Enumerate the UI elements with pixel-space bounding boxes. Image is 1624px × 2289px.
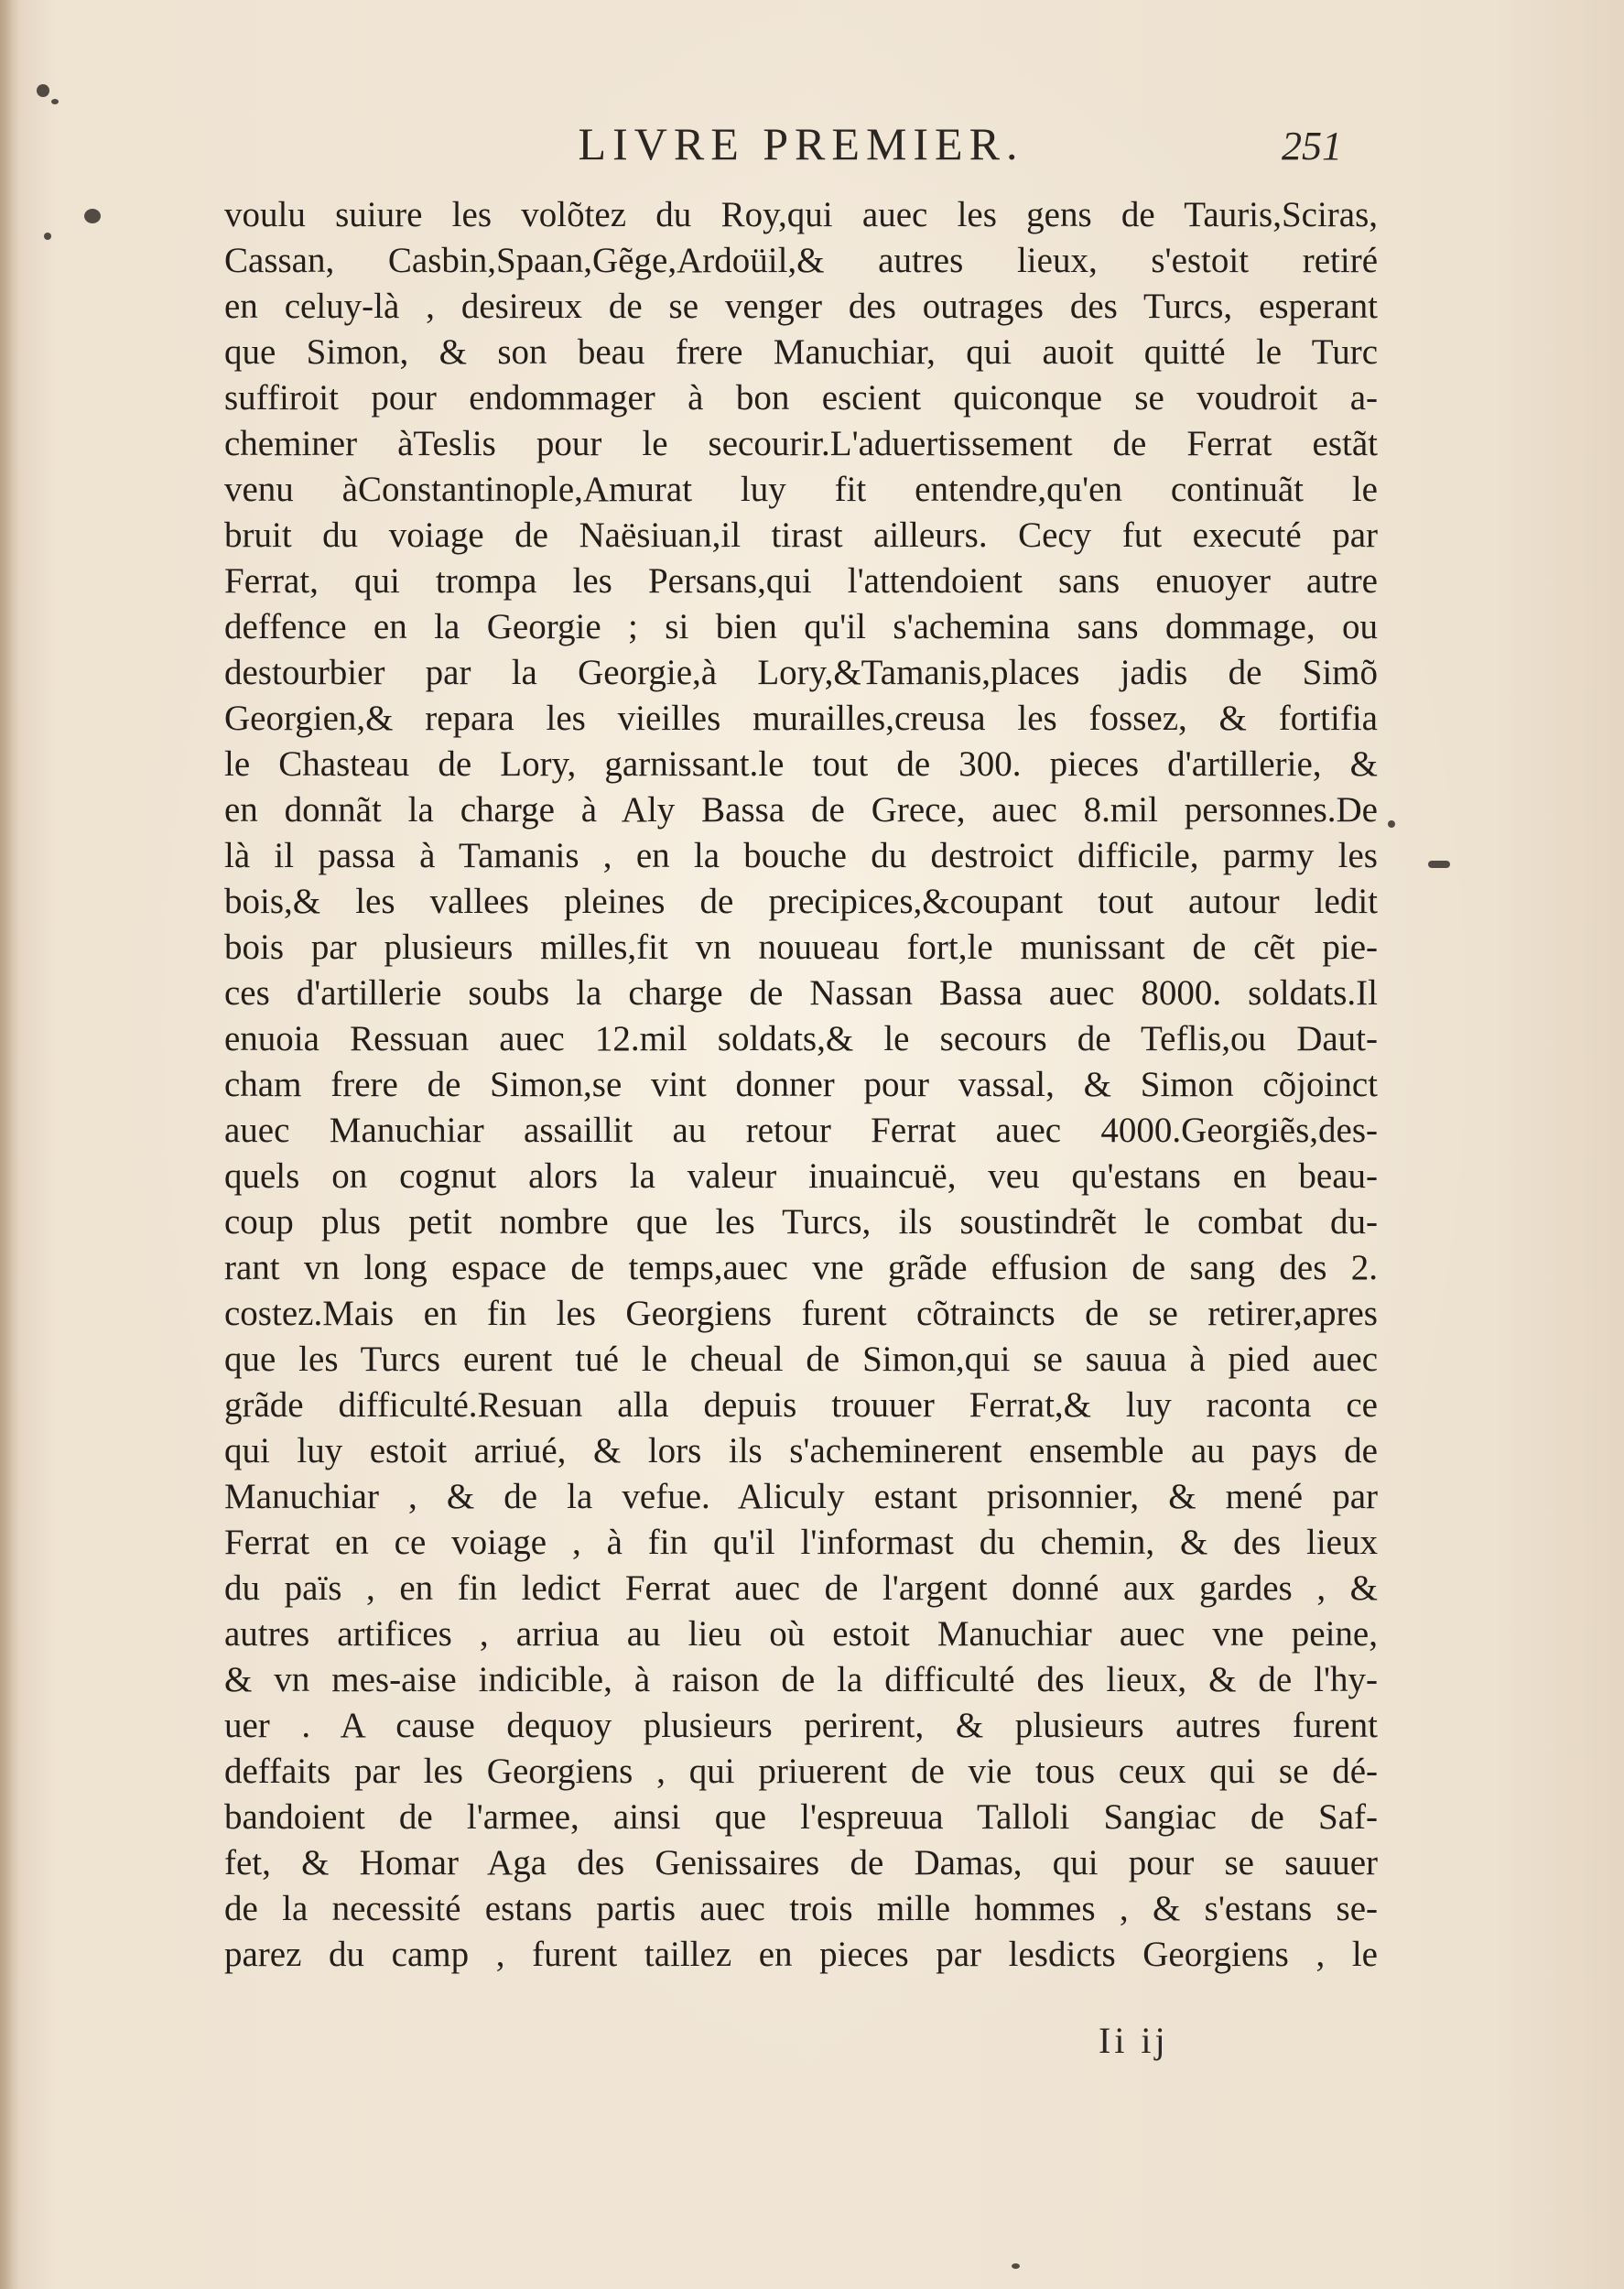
text-line: parez du camp , furent taillez en pieces par lesdicts Georgiens , le (224, 1935, 1378, 1974)
text-line: fet, & Homar Aga des Genissaires de Damas, qui pour se sauuer (224, 1843, 1378, 1882)
body-text (224, 192, 1378, 1978)
text-line: grãde difficulté.Resuan alla depuis trouuer Ferrat,& luy raconta ce (224, 1385, 1378, 1425)
signature-mark: Ii ij (1099, 2020, 1169, 2061)
text-line: qui luy estoit arriué, & lors ils s'acheminerent ensemble au pays de (224, 1431, 1378, 1470)
text-line: & vn mes-aise indicible, à raison de la difficulté des lieux, & de l'hy- (224, 1660, 1378, 1699)
text-line: de la necessité estans partis auec trois mille hommes , & s'estans se- (224, 1889, 1378, 1928)
ink-speck (1428, 861, 1450, 868)
text-line: bruit du voiage de Naësiuan,il tirast ailleurs. Cecy fut executé par (224, 515, 1378, 555)
text-line: que Simon, & son beau frere Manuchiar, qui auoit quitté le Turc (224, 332, 1378, 372)
text-line: rant vn long espace de temps,auec vne grãde effusion de sang des 2. (224, 1248, 1378, 1287)
text-line: coup plus petit nombre que les Turcs, ils soustindrẽt le combat du- (224, 1202, 1378, 1242)
text-line: deffence en la Georgie ; si bien qu'il s'achemina sans dommage, ou (224, 607, 1378, 646)
text-line: autres artifices , arriua au lieu où estoit Manuchiar auec vne peine, (224, 1614, 1378, 1654)
ink-speck (51, 99, 59, 104)
text-line: Ferrat en ce voiage , à fin qu'il l'informast du chemin, & des lieux (224, 1523, 1378, 1562)
text-line: Ferrat, qui trompa les Persans,qui l'attendoient sans enuoyer autre (224, 561, 1378, 601)
text-line: bois,& les vallees pleines de precipices,&coupant tout autour ledit (224, 882, 1378, 921)
page-number: 251 (1282, 124, 1342, 168)
text-line: le Chasteau de Lory, garnissant.le tout de 300. pieces d'artillerie, & (224, 744, 1378, 784)
text-line: uer . A cause dequoy plusieurs perirent, & plusieurs autres furent (224, 1706, 1378, 1745)
text-line: venu àConstantinople,Amurat luy fit entendre,qu'en continuãt le (224, 470, 1378, 509)
text-line: cheminer àTeslis pour le secourir.L'aduertissement de Ferrat estãt (224, 424, 1378, 463)
text-line: Manuchiar , & de la vefue. Aliculy estant prisonnier, & mené par (224, 1477, 1378, 1516)
text-line: en donnãt la charge à Aly Bassa de Grece, auec 8.mil personnes.De (224, 790, 1378, 830)
page-header (0, 117, 1624, 181)
ink-speck (44, 233, 51, 240)
text-line: Georgien,& repara les vieilles murailles,creusa les fossez, & fortifia (224, 699, 1378, 738)
text-line: bois par plusieurs milles,fit vn nouueau fort,le munissant de cẽt pie- (224, 928, 1378, 967)
text-line: du païs , en fin ledict Ferrat auec de l'argent donné aux gardes , & (224, 1568, 1378, 1608)
text-line: quels on cognut alors la valeur inuaincuë, veu qu'estans en beau- (224, 1156, 1378, 1196)
text-line: enuoia Ressuan auec 12.mil soldats,& le secours de Teflis,ou Daut- (224, 1019, 1378, 1058)
ink-speck (37, 84, 49, 97)
ink-speck (84, 209, 101, 223)
text-line: voulu suiure les volõtez du Roy,qui auec les gens de Tauris,Sciras, (224, 195, 1378, 234)
binding-gutter-shadow (0, 0, 20, 2289)
text-line: costez.Mais en fin les Georgiens furent cõtraincts de se retirer,apres (224, 1294, 1378, 1333)
ink-speck (1388, 820, 1395, 828)
text-line: là il passa à Tamanis , en la bouche du destroict difficile, parmy les (224, 836, 1378, 875)
text-line: Cassan, Casbin,Spaan,Gẽge,Ardoüil,& autres lieux, s'estoit retiré (224, 241, 1378, 280)
text-line: ces d'artillerie soubs la charge de Nassan Bassa auec 8000. soldats.Il (224, 973, 1378, 1013)
running-title: LIVRE PREMIER. (578, 118, 1024, 169)
text-line: suffiroit pour endommager à bon escient quiconque se voudroit a- (224, 378, 1378, 418)
text-line: que les Turcs eurent tué le cheual de Simon,qui se sauua à pied auec (224, 1340, 1378, 1379)
text-line: bandoient de l'armee, ainsi que l'espreuua Talloli Sangiac de Saf- (224, 1797, 1378, 1837)
ink-speck (1012, 2263, 1020, 2269)
text-line: destourbier par la Georgie,à Lory,&Tamanis,places jadis de Simõ (224, 653, 1378, 692)
text-line: en celuy-là , desireux de se venger des outrages des Turcs, esperant (224, 287, 1378, 326)
text-line: deffaits par les Georgiens , qui priuerent de vie tous ceux qui se dé- (224, 1752, 1378, 1791)
text-line: auec Manuchiar assaillit au retour Ferrat auec 4000.Georgiẽs,des- (224, 1111, 1378, 1150)
text-line: cham frere de Simon,se vint donner pour vassal, & Simon cõjoinct (224, 1065, 1378, 1104)
